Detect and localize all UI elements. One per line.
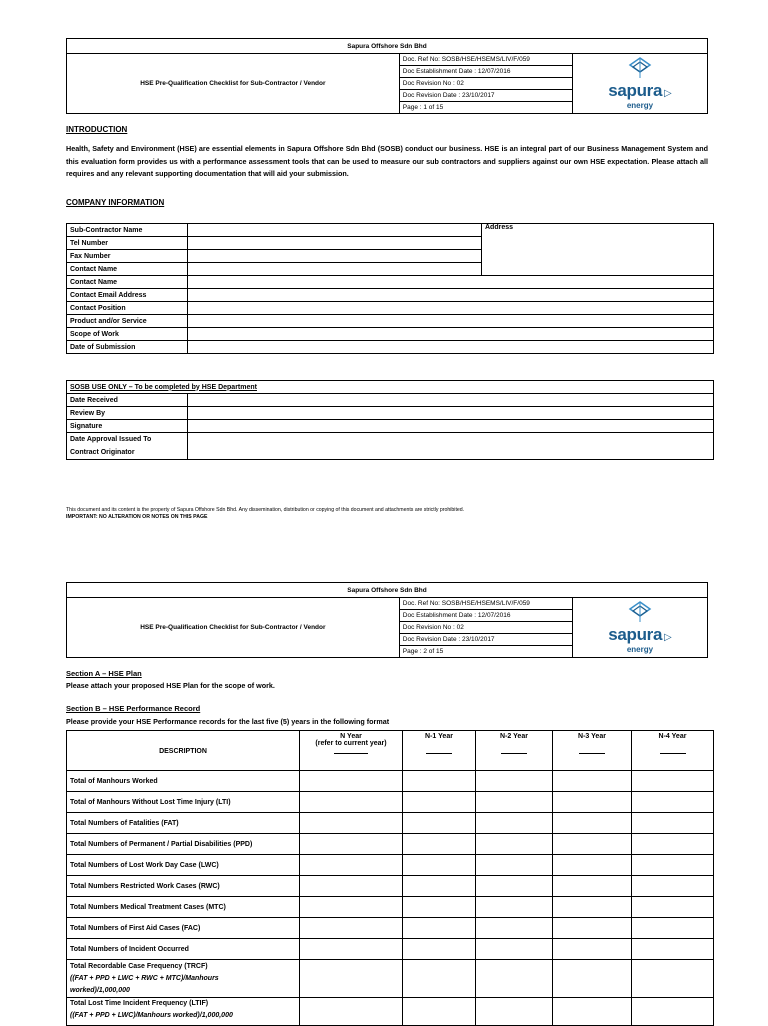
introduction-heading: INTRODUCTION: [66, 125, 128, 134]
col-n3-year: [553, 731, 632, 771]
doc-ref: Doc. Ref No: SOSB/HSE/HSEMS/LIV/F/059: [399, 54, 572, 66]
cell-n1[interactable]: [403, 792, 476, 813]
row-description: Total Numbers of Fatalities (FAT): [67, 813, 300, 834]
company-field-label: Contact Name: [67, 263, 188, 276]
ltif-label: Total Lost Time Incident Frequency (LTIF): [70, 1000, 209, 1007]
section-a-text: Please attach your proposed HSE Plan for the scope of work.: [66, 681, 275, 690]
cell-n[interactable]: [300, 813, 403, 834]
trcf-label: Total Recordable Case Frequency (TRCF): [70, 962, 208, 970]
cell-n3[interactable]: [553, 855, 632, 876]
cell-n2[interactable]: [476, 813, 553, 834]
company-field-label: Scope of Work: [67, 328, 188, 341]
row-description: Total Numbers of First Aid Cases (FAC): [67, 918, 300, 939]
cell-n2[interactable]: [476, 998, 553, 1026]
cell-n3[interactable]: [553, 876, 632, 897]
footer-disclaimer: This document and its content is the property of Sapura Offshore Sdn Bhd. Any dissemination, distribution or copying of this document and attachments are strictly prohibited.: [66, 507, 465, 513]
section-b-heading: Section B – HSE Performance Record: [66, 704, 201, 713]
company-field-label: Contact Email Address: [67, 289, 188, 302]
row-trcf: [67, 960, 300, 998]
col-n2-label: N-2 Year: [500, 733, 528, 740]
doc-establishment: Doc Establishment Date : 12/07/2016: [399, 66, 572, 78]
cell-n[interactable]: [300, 876, 403, 897]
cell-n[interactable]: [300, 960, 403, 998]
sosb-field-label: Date Approval Issued To: [70, 436, 152, 443]
ltif-formula: ((FAT + PPD + LWC)/Manhours worked)/1,000,000: [70, 1012, 233, 1019]
logo-arrow-icon: ▷: [663, 88, 672, 99]
row-description: Total Numbers Restricted Work Cases (RWC): [67, 876, 300, 897]
col-n4-label: N-4 Year: [658, 733, 687, 740]
cell-n3[interactable]: [553, 960, 632, 998]
page-number: Page : 2 of 15: [399, 646, 572, 658]
cell-n4[interactable]: [632, 855, 714, 876]
col-n2-year: [476, 731, 553, 771]
cell-n2[interactable]: [476, 855, 553, 876]
row-description: Total Numbers of Permanent / Partial Disabilities (PPD): [67, 834, 300, 855]
document-title: HSE Pre-Qualification Checklist for Sub-Contractor / Vendor: [67, 54, 400, 114]
cell-n1[interactable]: [403, 918, 476, 939]
sosb-field-label: Date Received: [67, 394, 188, 407]
doc-revision-date: Doc Revision Date : 23/10/2017: [399, 634, 572, 646]
logo-arrow-icon: ▷: [663, 632, 672, 643]
cell-n2[interactable]: [476, 960, 553, 998]
sapura-logo-mark: [620, 601, 660, 623]
cell-n4[interactable]: [632, 813, 714, 834]
row-description: Total of Manhours Without Lost Time Injury (LTI): [67, 792, 300, 813]
cell-n1[interactable]: [403, 897, 476, 918]
logo-sub: energy: [626, 645, 654, 654]
logo-word: sapura: [608, 625, 663, 644]
company-field-label: Contact Position: [67, 302, 188, 315]
col-n-year-note: (refer to current year): [315, 740, 387, 747]
cell-n4[interactable]: [632, 792, 714, 813]
col-n3-label: N-3 Year: [578, 733, 606, 740]
cell-n[interactable]: [300, 834, 403, 855]
page-number: Page : 1 of 15: [399, 102, 572, 114]
company-field-label: Product and/or Service: [67, 315, 188, 328]
cell-n2[interactable]: [476, 771, 553, 792]
cell-n4[interactable]: [632, 897, 714, 918]
underline: [579, 747, 605, 754]
cell-n4[interactable]: [632, 834, 714, 855]
cell-n2[interactable]: [476, 876, 553, 897]
cell-n[interactable]: [300, 771, 403, 792]
section-a-heading: Section A – HSE Plan: [66, 669, 142, 678]
cell-n1[interactable]: [403, 855, 476, 876]
document-header: [66, 582, 708, 658]
logo-word: sapura: [608, 81, 663, 100]
logo-sub: energy: [626, 101, 654, 110]
company-field-label: Contact Name: [67, 276, 188, 289]
cell-n4[interactable]: [632, 771, 714, 792]
cell-n[interactable]: [300, 792, 403, 813]
company-name: Sapura Offshore Sdn Bhd: [67, 583, 708, 598]
sosb-heading: SOSB USE ONLY – To be completed by HSE Department: [67, 381, 714, 394]
row-description: Total of Manhours Worked: [67, 771, 300, 792]
section-b-text: Please provide your HSE Performance records for the last five (5) years in the following format: [66, 717, 390, 726]
row-description: Total Numbers Medical Treatment Cases (MTC): [67, 897, 300, 918]
cell-n1[interactable]: [403, 876, 476, 897]
sapura-logo: [572, 598, 707, 658]
cell-n1[interactable]: [403, 960, 476, 998]
footer-important: IMPORTANT: NO ALTERATION OR NOTES ON THIS PAGE: [66, 514, 208, 520]
doc-revision-no: Doc Revision No : 02: [399, 622, 572, 634]
cell-n3[interactable]: [553, 918, 632, 939]
company-field-label: Fax Number: [67, 250, 188, 263]
cell-n2[interactable]: [476, 897, 553, 918]
sosb-field-label: Contract Originator: [70, 449, 135, 456]
cell-n3[interactable]: [553, 998, 632, 1026]
trcf-formula: ((FAT + PPD + LWC + RWC + MTC)/Manhours: [70, 974, 219, 982]
cell-n[interactable]: [300, 855, 403, 876]
cell-n3[interactable]: [553, 834, 632, 855]
col-n-year: [300, 731, 403, 771]
row-description: Total Numbers of Lost Work Day Case (LWC): [67, 855, 300, 876]
col-n1-label: N-1 Year: [425, 733, 453, 740]
row-description: Total Numbers of Incident Occurred: [67, 939, 300, 960]
cell-n1[interactable]: [403, 834, 476, 855]
col-description: DESCRIPTION: [67, 731, 300, 771]
company-name: Sapura Offshore Sdn Bhd: [67, 39, 708, 54]
cell-n2[interactable]: [476, 792, 553, 813]
cell-n1[interactable]: [403, 813, 476, 834]
doc-establishment: Doc Establishment Date : 12/07/2016: [399, 610, 572, 622]
cell-n3[interactable]: [553, 939, 632, 960]
underline: [660, 747, 686, 754]
cell-n3[interactable]: [553, 813, 632, 834]
underline: [334, 747, 368, 754]
trcf-formula-2: worked)/1,000,000: [70, 986, 130, 994]
cell-n2[interactable]: [476, 918, 553, 939]
sosb-field-label: Review By: [67, 407, 188, 420]
address-label[interactable]: Address: [482, 224, 714, 276]
cell-n[interactable]: [300, 998, 403, 1026]
doc-revision-date: Doc Revision Date : 23/10/2017: [399, 90, 572, 102]
cell-n[interactable]: [300, 918, 403, 939]
company-info-heading: COMPANY INFORMATION: [66, 198, 165, 207]
cell-n[interactable]: [300, 897, 403, 918]
cell-n2[interactable]: [476, 939, 553, 960]
cell-n3[interactable]: [553, 897, 632, 918]
underline: [426, 747, 452, 754]
col-n-year-label: N Year: [340, 733, 362, 740]
cell-n3[interactable]: [553, 771, 632, 792]
introduction-text: Health, Safety and Environment (HSE) are essential elements in Sapura Offshore Sdn Bhd (SOSB) conduct our business. HSE is an integral part of our Business Management System and this evaluation form provides us with a performance assessment tools that can be used to measure our sub contractors and suppliers against our own HSE expectation. Please attach all requires and any relevant supporting documentation that will aid your submission.: [66, 144, 708, 178]
company-field-label: Tel Number: [67, 237, 188, 250]
col-n4-year: [632, 731, 714, 771]
doc-ref: Doc. Ref No: SOSB/HSE/HSEMS/LIV/F/059: [399, 598, 572, 610]
cell-n4[interactable]: [632, 876, 714, 897]
document-title: HSE Pre-Qualification Checklist for Sub-Contractor / Vendor: [67, 598, 400, 658]
cell-n1[interactable]: [403, 998, 476, 1026]
cell-n4[interactable]: [632, 918, 714, 939]
cell-n3[interactable]: [553, 792, 632, 813]
col-n1-year: [403, 731, 476, 771]
company-field-label: Date of Submission: [67, 341, 188, 354]
row-ltif: [67, 998, 300, 1026]
cell-n1[interactable]: [403, 771, 476, 792]
underline: [501, 747, 527, 754]
doc-revision-no: Doc Revision No : 02: [399, 78, 572, 90]
company-field-label: Sub-Contractor Name: [67, 224, 188, 237]
cell-n4[interactable]: [632, 998, 714, 1026]
cell-n[interactable]: [300, 939, 403, 960]
sosb-field-label: Signature: [67, 420, 188, 433]
cell-n4[interactable]: [632, 960, 714, 998]
cell-n2[interactable]: [476, 834, 553, 855]
cell-n4[interactable]: [632, 939, 714, 960]
cell-n1[interactable]: [403, 939, 476, 960]
hse-performance-table: [66, 730, 714, 1026]
